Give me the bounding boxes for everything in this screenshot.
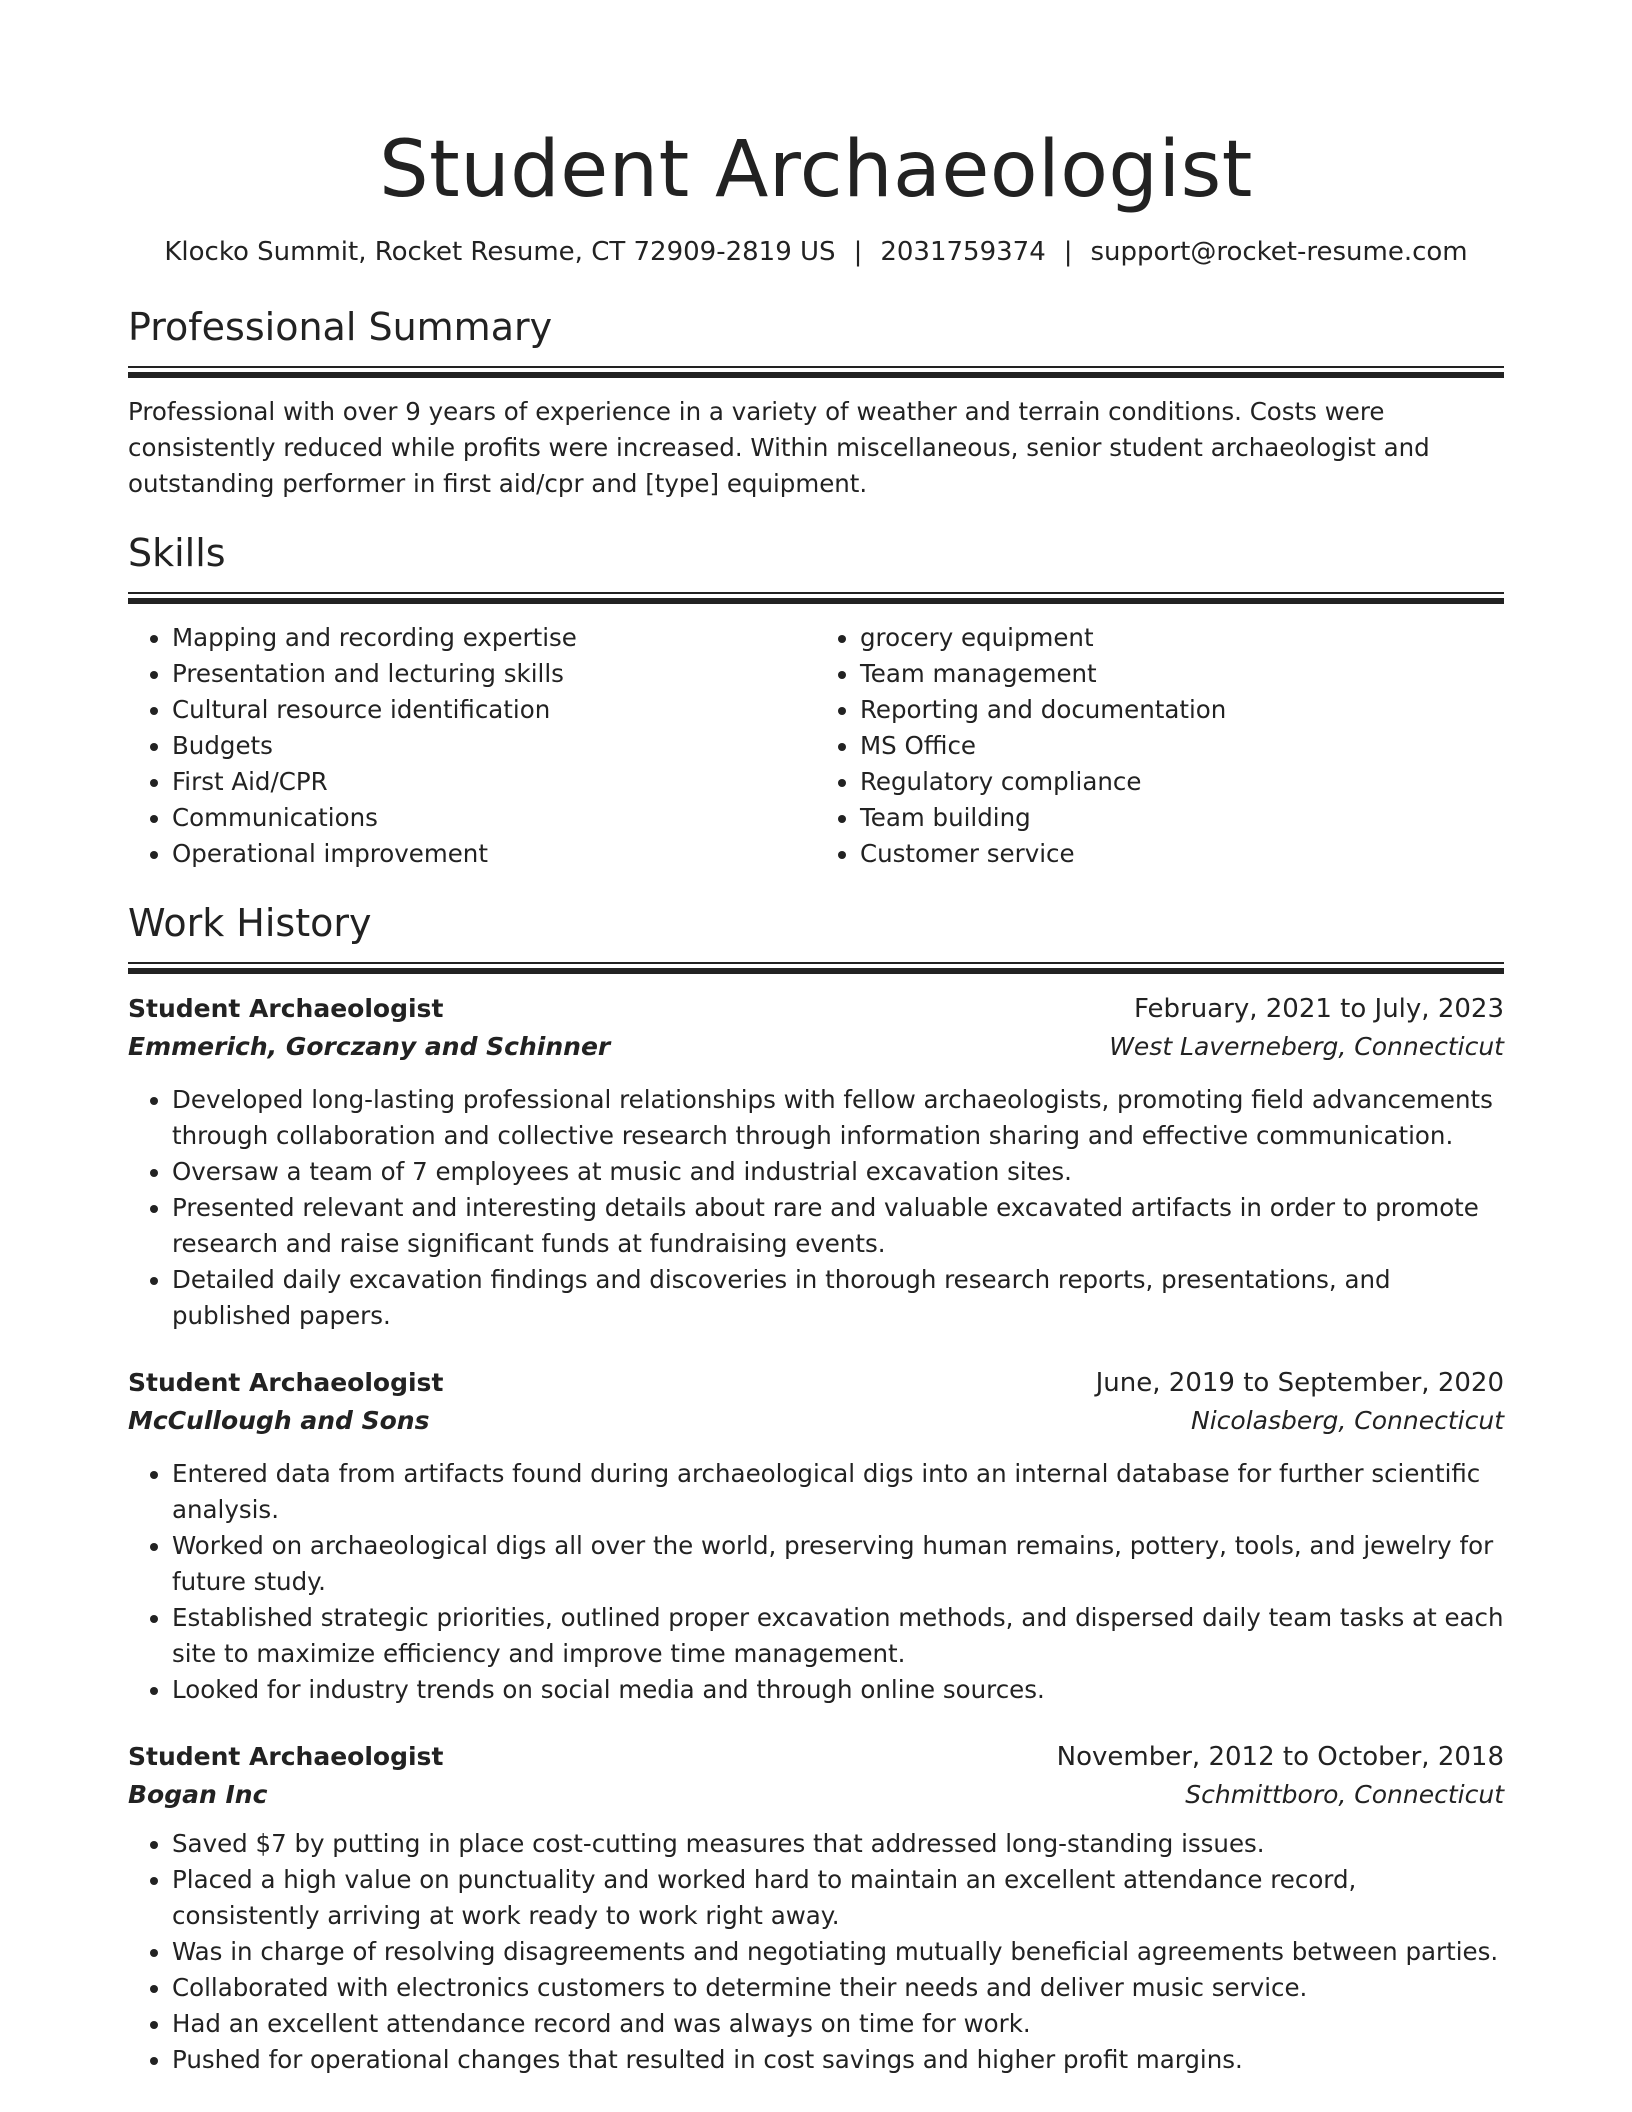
job-bullet: • Collaborated with electronics customers to determine their needs and deliver music service. [172,1970,1504,2006]
job-dates: February, 2021 to July, 2023 [1134,994,1504,1024]
job-entry [128,1364,1504,1708]
skill-item: • Presentation and lecturing skills [172,656,816,692]
skill-item: • Team management [860,656,1504,692]
job-title: Student Archaeologist [128,994,444,1023]
job-bullet: • Saved $7 by putting in place cost-cutting measures that addressed long-standing issues. [172,1826,1504,1862]
job-bullet: • Presented relevant and interesting details about rare and valuable excavated artifacts in order to promote research and raise significant funds at fundraising events. [172,1190,1504,1262]
job-header [128,990,1504,1028]
job-subheader [128,1028,1504,1066]
summary-section [128,302,1504,502]
job-bullet: • Had an excellent attendance record and was always on time for work. [172,2006,1504,2042]
section-divider [128,962,1504,974]
job-bullet: • Pushed for operational changes that resulted in cost savings and higher profit margins. [172,2042,1504,2078]
skills-section [128,528,1504,872]
contact-separator: | [1063,237,1073,267]
job-location: Nicolasberg, Connecticut [1191,1406,1504,1435]
work-section [128,898,1504,2078]
skill-item: • Cultural resource identification [172,692,816,728]
job-title: Student Archaeologist [128,1368,444,1397]
job-bullets [128,1826,1504,2078]
job-bullet: • Detailed daily excavation findings and discoveries in thorough research reports, presentations, and published papers. [172,1262,1504,1334]
job-bullet: • Established strategic priorities, outlined proper excavation methods, and dispersed daily team tasks at each site to maximize efficiency and improve time management. [172,1600,1504,1672]
resume-name: Student Archaeologist [379,125,1253,215]
job-bullets [128,1082,1504,1334]
job-entry [128,990,1504,1334]
skills-list-left [128,620,816,872]
skills-columns [128,620,1504,872]
contact-line [128,232,1504,272]
contact-phone: 2031759374 [880,237,1046,267]
contact-email: support@rocket-resume.com [1090,237,1468,267]
section-divider [128,366,1504,378]
job-bullet: • Worked on archaeological digs all over the world, preserving human remains, pottery, tools, and jewelry for future study. [172,1528,1504,1600]
job-location: West Laverneberg, Connecticut [1109,1032,1504,1061]
job-header [128,1364,1504,1402]
job-subheader [128,1776,1504,1814]
job-bullet: • Oversaw a team of 7 employees at music and industrial excavation sites. [172,1154,1504,1190]
job-company: Emmerich, Gorczany and Schinner [128,1032,611,1061]
job-dates: June, 2019 to September, 2020 [1095,1368,1504,1398]
skill-item: • Customer service [860,836,1504,872]
skills-list-right [816,620,1504,872]
job-company: Bogan Inc [128,1780,268,1809]
job-company: McCullough and Sons [128,1406,430,1435]
job-bullet: • Developed long-lasting professional relationships with fellow archaeologists, promoting field advancements through collaboration and collective research through information sharing and effective communication. [172,1082,1504,1154]
job-location: Schmittboro, Connecticut [1185,1780,1504,1809]
job-entry [128,1738,1504,2078]
skill-item: • First Aid/CPR [172,764,816,800]
job-bullets [128,1456,1504,1708]
summary-heading: Professional Summary [128,305,553,349]
skill-item: • Reporting and documentation [860,692,1504,728]
summary-text: Professional with over 9 years of experience in a variety of weather and terrain conditions. Costs were consistently reduced while profits were increased. Within miscellaneous, senior student archaeologist and outstanding performer in first aid/cpr and [type] equipment. [128,397,1430,498]
contact-address: Klocko Summit, Rocket Resume, CT 72909-2819 US [164,237,836,267]
job-dates: November, 2012 to October, 2018 [1056,1742,1504,1772]
skills-heading: Skills [128,531,226,575]
skill-item: • MS Office [860,728,1504,764]
skill-item: • Mapping and recording expertise [172,620,816,656]
skill-item: • Budgets [172,728,816,764]
skill-item: • Team building [860,800,1504,836]
job-subheader [128,1402,1504,1440]
job-bullet: • Entered data from artifacts found during archaeological digs into an internal database for further scientific analysis. [172,1456,1504,1528]
job-bullet: • Was in charge of resolving disagreements and negotiating mutually beneficial agreements between parties. [172,1934,1504,1970]
job-bullet: • Placed a high value on punctuality and worked hard to maintain an excellent attendance record, consistently arriving at work ready to work right away. [172,1862,1504,1934]
job-header [128,1738,1504,1776]
skill-item: • Regulatory compliance [860,764,1504,800]
skill-item: • Operational improvement [172,836,816,872]
job-bullet: • Looked for industry trends on social media and through online sources. [172,1672,1504,1708]
job-title: Student Archaeologist [128,1742,444,1771]
section-divider [128,592,1504,604]
contact-separator: | [853,237,863,267]
skill-item: • Communications [172,800,816,836]
work-heading: Work History [128,901,372,945]
skill-item: • grocery equipment [860,620,1504,656]
